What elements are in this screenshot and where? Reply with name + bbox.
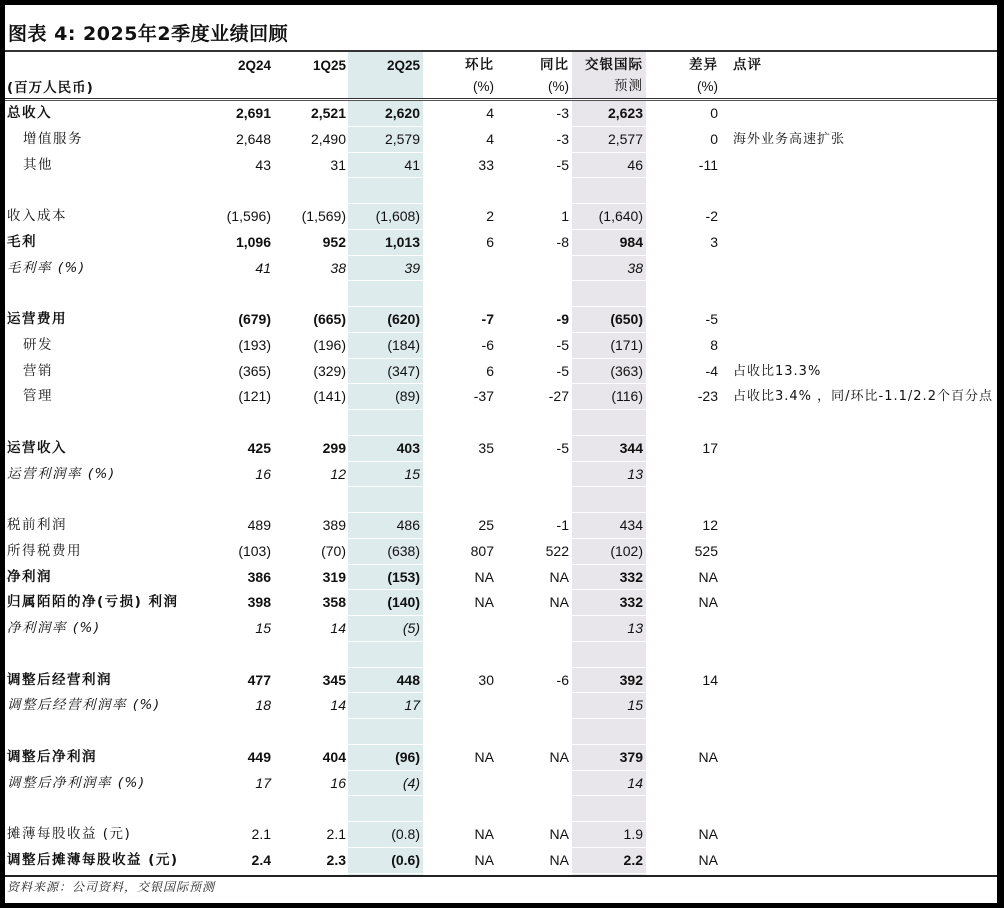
col-header-comment: 点评 [733, 57, 762, 73]
table-row [5, 256, 997, 282]
value-yoy: -1 [556, 517, 569, 533]
value-forecast: 13 [627, 465, 643, 482]
row-label: 增值服务 [23, 130, 83, 147]
value-2q24: (679) [238, 311, 271, 327]
unit-label: (百万人民币) [7, 80, 94, 96]
value-forecast: (1,640) [598, 208, 643, 224]
value-diff: 0 [710, 105, 718, 121]
table-row [5, 384, 997, 410]
value-yoy: NA [549, 826, 569, 842]
value-forecast: 1.9 [623, 826, 643, 842]
value-forecast: 2,577 [607, 130, 643, 147]
value-yoy: -5 [556, 439, 569, 456]
value-2q24: 425 [247, 439, 271, 456]
value-2q24: 41 [255, 259, 271, 276]
value-yoy: -5 [556, 362, 569, 379]
comment: 占收比3.4% ，同/环比-1.1/2.2个百分点 [733, 389, 993, 405]
value-diff: 0 [710, 130, 718, 147]
table-row [5, 333, 997, 359]
value-2q25: (96) [395, 748, 420, 765]
table-row [5, 590, 997, 616]
value-qoq: 807 [470, 542, 494, 559]
row-label: 净利润 [7, 568, 52, 585]
value-2q25: (1,608) [375, 208, 420, 224]
value-qoq: -37 [473, 388, 494, 405]
row-label: 摊薄每股收益 (元) [7, 826, 132, 842]
table-row [5, 822, 997, 848]
value-2q24: 17 [255, 774, 271, 791]
value-diff: -23 [697, 388, 718, 405]
table-row [5, 462, 997, 488]
value-diff: -11 [698, 156, 718, 173]
row-label: 收入成本 [7, 208, 67, 224]
value-1q25: 14 [330, 697, 346, 714]
value-forecast: (363) [610, 362, 643, 379]
value-1q25: (141) [313, 388, 346, 405]
table-row [5, 771, 997, 797]
value-forecast: 13 [627, 620, 643, 636]
value-2q25: (0.8) [391, 826, 420, 842]
value-diff: -4 [705, 362, 718, 379]
value-forecast: 14 [627, 774, 643, 791]
value-1q25: 345 [322, 671, 346, 688]
value-2q24: 18 [255, 697, 271, 714]
value-2q25: 41 [404, 156, 420, 173]
value-qoq: NA [474, 568, 494, 585]
value-yoy: -5 [556, 336, 569, 353]
table-row [5, 230, 997, 256]
value-forecast: 379 [619, 748, 643, 765]
comment: 海外业务高速扩张 [733, 131, 846, 147]
value-1q25: (196) [313, 336, 346, 353]
spacer-row [5, 410, 997, 436]
value-2q25: 15 [404, 465, 420, 482]
value-1q25: (1,569) [301, 208, 346, 224]
row-label: 所得税费用 [7, 542, 82, 559]
value-2q24: 2.1 [251, 826, 271, 842]
value-yoy: -3 [556, 105, 569, 121]
value-1q25: 12 [330, 465, 346, 482]
value-yoy: -3 [556, 130, 569, 147]
value-diff: 3 [710, 233, 718, 250]
value-diff: 17 [702, 439, 718, 456]
value-2q25: 17 [404, 697, 420, 714]
value-2q25: (184) [387, 336, 420, 353]
value-1q25: 16 [330, 774, 346, 791]
row-label: 调整后净利润 [7, 748, 97, 765]
value-forecast: 2,623 [607, 105, 643, 121]
value-2q25: 2,620 [384, 105, 420, 121]
row-label: 研发 [23, 336, 53, 353]
value-2q24: 15 [255, 620, 271, 636]
row-label: 运营收入 [7, 439, 67, 456]
value-qoq: 4 [486, 105, 494, 121]
value-2q25: 1,013 [384, 233, 420, 250]
value-2q25: (0.6) [391, 851, 420, 868]
value-qoq: 6 [486, 233, 494, 250]
value-qoq: NA [474, 748, 494, 765]
value-2q25: (638) [387, 542, 420, 559]
value-2q24: (121) [238, 388, 271, 405]
value-2q25: (5) [402, 620, 420, 636]
value-diff: NA [698, 594, 718, 611]
table-row [5, 693, 997, 719]
value-yoy: NA [549, 594, 569, 611]
spacer-row [5, 281, 997, 307]
col-header-forecast: 交银国际 预测 [585, 57, 643, 94]
value-1q25: (665) [313, 311, 346, 327]
row-label: 毛利 [7, 233, 37, 250]
value-2q24: 489 [247, 517, 271, 533]
col-header-yoy: 同比 (%) [540, 57, 569, 94]
value-1q25: 358 [322, 594, 346, 611]
value-1q25: 14 [330, 620, 346, 636]
table-row [5, 539, 997, 565]
table-top-rule [5, 50, 997, 52]
value-2q24: (193) [238, 336, 271, 353]
value-2q25: 2,579 [384, 130, 420, 147]
row-label: 毛利率 (%) [7, 259, 86, 276]
col-header-diff: 差异 (%) [689, 57, 718, 94]
value-yoy: -9 [556, 311, 569, 327]
value-qoq: -7 [481, 311, 494, 327]
value-2q24: 43 [255, 156, 271, 173]
value-forecast: 38 [627, 259, 643, 276]
spacer-row [5, 487, 997, 513]
value-forecast: 46 [627, 156, 643, 173]
value-2q25: (89) [395, 388, 420, 405]
table-row [5, 436, 997, 462]
value-qoq: 4 [486, 130, 494, 147]
value-diff: -2 [705, 208, 718, 224]
value-qoq: 2 [486, 208, 494, 224]
value-2q25: 403 [396, 439, 420, 456]
value-1q25: (70) [321, 542, 346, 559]
value-2q24: 2.4 [251, 851, 271, 868]
table-row [5, 359, 997, 385]
value-diff: NA [698, 851, 718, 868]
comment: 占收比13.3% [733, 363, 822, 379]
value-qoq: 6 [486, 362, 494, 379]
value-yoy: -5 [556, 156, 569, 173]
table-row [5, 668, 997, 694]
spacer-row [5, 719, 997, 745]
value-2q24: 386 [247, 568, 271, 585]
row-label: 运营费用 [7, 311, 67, 327]
row-label: 调整后摊薄每股收益 (元) [7, 851, 179, 868]
value-diff: NA [698, 748, 718, 765]
row-label: 归属陌陌的净(亏损) 利润 [7, 594, 179, 611]
value-1q25: (329) [313, 362, 346, 379]
row-label: 其他 [23, 156, 53, 173]
value-2q25: (153) [387, 568, 420, 585]
row-label: 运营利润率 (%) [7, 465, 116, 482]
table-row [5, 513, 997, 539]
value-forecast: (102) [610, 542, 643, 559]
value-yoy: NA [549, 568, 569, 585]
row-label: 税前利润 [7, 517, 67, 533]
value-qoq: 30 [478, 671, 494, 688]
value-forecast: 392 [619, 671, 643, 688]
value-2q25: (4) [402, 774, 420, 791]
spacer-row [5, 642, 997, 668]
value-2q25: 448 [396, 671, 420, 688]
value-1q25: 38 [330, 259, 346, 276]
value-1q25: 2.3 [326, 851, 346, 868]
value-yoy: NA [549, 748, 569, 765]
table-title: 图表 4: 2025年2季度业绩回顾 [8, 23, 289, 45]
value-2q24: (1,596) [226, 208, 271, 224]
value-1q25: 31 [330, 156, 346, 173]
value-forecast: (116) [611, 388, 643, 405]
value-forecast: 15 [627, 697, 643, 714]
value-diff: -5 [705, 311, 718, 327]
value-yoy: -8 [556, 233, 569, 250]
value-1q25: 319 [322, 568, 346, 585]
value-2q25: (140) [387, 594, 420, 611]
value-diff: 14 [702, 671, 718, 688]
value-2q25: (347) [387, 362, 420, 379]
value-yoy: -27 [548, 388, 569, 405]
table-row [5, 565, 997, 591]
table-row [5, 153, 997, 179]
value-1q25: 2,490 [310, 130, 346, 147]
value-qoq: NA [474, 851, 494, 868]
value-2q24: 16 [255, 465, 271, 482]
table-row [5, 616, 997, 642]
value-forecast: (171) [610, 336, 643, 353]
table-row [5, 745, 997, 771]
value-yoy: 1 [561, 208, 569, 224]
value-forecast: (650) [610, 311, 643, 327]
value-yoy: -6 [556, 671, 569, 688]
value-2q24: 2,691 [235, 105, 271, 121]
value-qoq: NA [474, 594, 494, 611]
value-forecast: 984 [619, 233, 643, 250]
value-1q25: 2.1 [326, 826, 346, 842]
value-forecast: 344 [619, 439, 643, 456]
value-diff: 525 [694, 542, 718, 559]
value-forecast: 332 [619, 594, 643, 611]
col-header-1q25: 1Q25 [312, 58, 346, 73]
value-2q24: 477 [247, 671, 271, 688]
spacer-row [5, 796, 997, 822]
col-header-qoq: 环比 (%) [465, 57, 494, 94]
row-label: 管理 [23, 388, 53, 405]
value-2q24: (103) [238, 542, 271, 559]
value-diff: 12 [702, 517, 718, 533]
spacer-row [5, 178, 997, 204]
value-2q25: (620) [387, 311, 420, 327]
col-header-2q25: 2Q25 [386, 58, 420, 73]
value-2q24: 398 [247, 594, 271, 611]
col-header-2q24: 2Q24 [237, 58, 271, 73]
value-2q24: (365) [238, 362, 271, 379]
value-1q25: 389 [322, 517, 346, 533]
table-bottom-rule [5, 875, 997, 877]
value-2q24: 1,096 [235, 233, 271, 250]
value-diff: NA [698, 568, 718, 585]
value-forecast: 332 [619, 568, 643, 585]
value-2q24: 2,648 [235, 130, 271, 147]
table-row [5, 127, 997, 153]
row-label: 总收入 [7, 105, 52, 121]
table-header [5, 55, 997, 98]
value-2q25: 39 [404, 259, 420, 276]
value-1q25: 404 [322, 748, 346, 765]
row-label: 净利润率 (%) [7, 620, 101, 636]
row-label: 调整后经营利润率 (%) [7, 697, 161, 714]
row-label: 营销 [23, 362, 53, 379]
value-qoq: NA [474, 826, 494, 842]
value-2q24: 449 [247, 748, 271, 765]
value-2q25: 486 [396, 517, 420, 533]
value-qoq: 33 [478, 156, 494, 173]
table-body [5, 101, 997, 874]
value-qoq: -6 [481, 336, 494, 353]
table-row [5, 307, 997, 333]
value-1q25: 952 [322, 233, 346, 250]
value-diff: 8 [710, 336, 718, 353]
value-1q25: 2,521 [310, 105, 346, 121]
value-forecast: 2.2 [623, 851, 643, 868]
row-label: 调整后净利润率 (%) [7, 774, 146, 791]
value-yoy: NA [549, 851, 569, 868]
value-diff: NA [698, 826, 718, 842]
value-qoq: 35 [478, 439, 494, 456]
value-qoq: 25 [478, 517, 494, 533]
row-label: 调整后经营利润 [7, 671, 112, 688]
value-forecast: 434 [619, 517, 643, 533]
table-row [5, 204, 997, 230]
table-row [5, 848, 997, 874]
report-page [5, 5, 997, 903]
source-footnote: 资料来源：公司资料，交银国际预测 [7, 880, 216, 894]
value-yoy: 522 [545, 542, 569, 559]
value-1q25: 299 [322, 439, 346, 456]
table-row [5, 101, 997, 127]
